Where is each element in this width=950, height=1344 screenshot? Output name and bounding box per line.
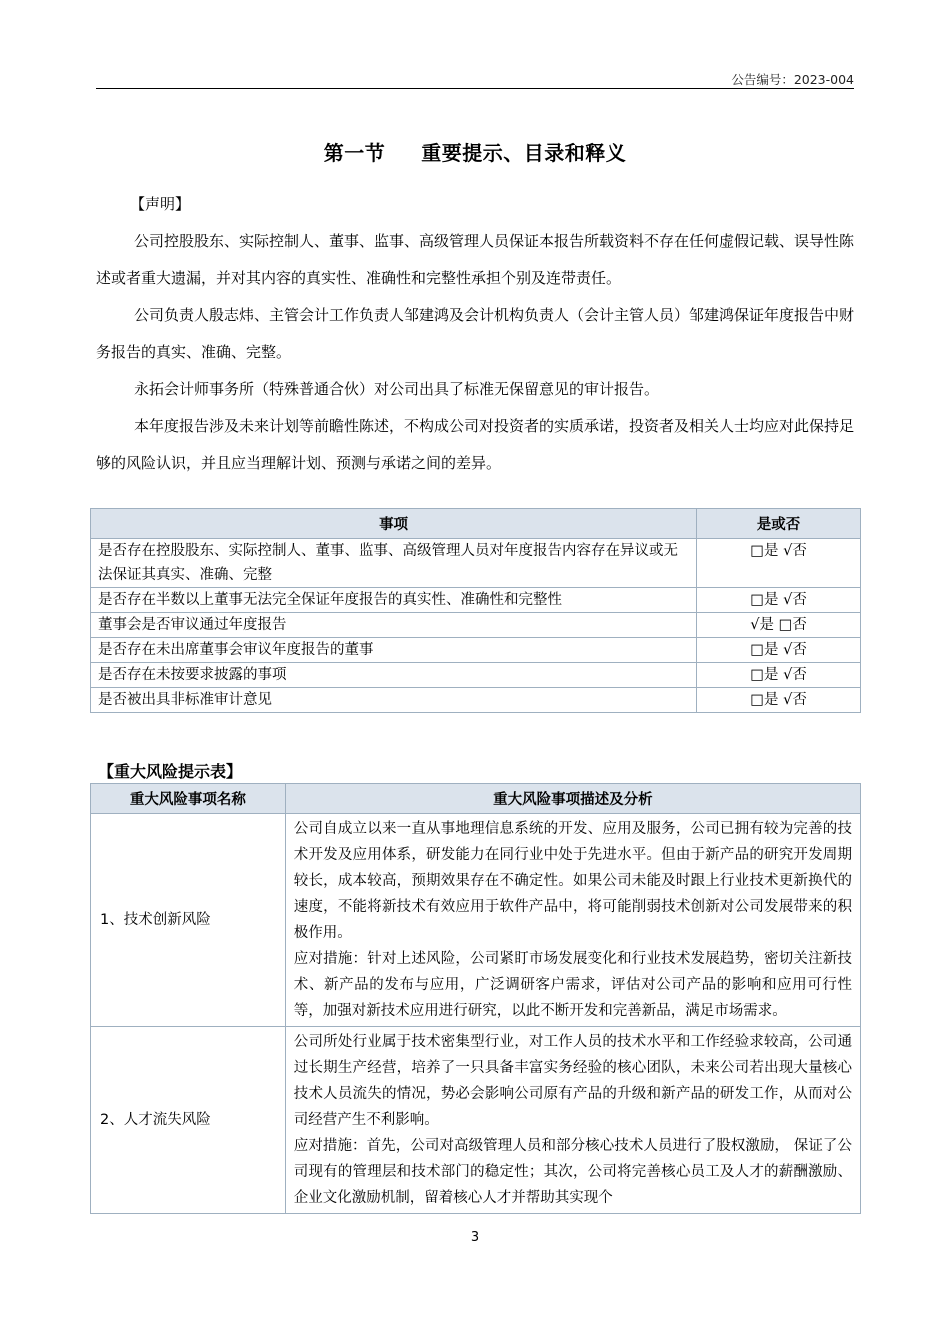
risk-table-heading: 【重大风险提示表】 <box>98 762 243 781</box>
section-heading: 重要提示、目录和释义 <box>421 141 627 165</box>
risk-description <box>285 814 860 1027</box>
statement-paragraph: 永拓会计师事务所（特殊普通合伙）对公司出具了标准无保留意见的审计报告。 <box>134 380 660 398</box>
column-header-answer: 是或否 <box>697 509 861 539</box>
statement-block <box>96 186 854 482</box>
row-answer: □是 √否 <box>697 638 861 663</box>
risk-analysis: 公司所处行业属于技术密集型行业，对工作人员的技术水平和工作经验求较高，公司通过长期生产经营，培养了一只具备丰富实务经验的核心团队，未来公司若出现大量核心技术人员流失的情况，势必会影响公司原有产品的升级和新产品的研发工作，从而对公司经营产生不利影响。 <box>293 1034 852 1128</box>
risk-countermeasure: 应对措施：首先，公司对高级管理人员和部分核心技术人员进行了股权激励， 保证了公司现有的管理层和技术部门的稳定性；其次，公司将完善核心员工及人才的薪酬激励、企业文化激励机制，留着核心人才并帮助其实现个 <box>293 1138 852 1206</box>
statement-tag: 【声明】 <box>130 195 191 213</box>
column-header-risk-desc: 重大风险事项描述及分析 <box>285 784 860 814</box>
header-divider <box>96 88 854 89</box>
row-item: 董事会是否审议通过年度报告 <box>91 613 697 638</box>
row-answer: □是 √否 <box>697 663 861 688</box>
column-header-item: 事项 <box>91 509 697 539</box>
table-row <box>91 1027 861 1214</box>
table-header-row <box>91 784 861 814</box>
risk-name: 2、人才流失风险 <box>91 1027 286 1214</box>
section-title <box>0 137 950 166</box>
statement-paragraph: 公司控股股东、实际控制人、董事、监事、高级管理人员保证本报告所载资料不存在任何虚假记载、误导性陈述或者重大遗漏，并对其内容的真实性、准确性和完整性承担个别及连带责任。 <box>96 232 855 287</box>
risk-name: 1、技术创新风险 <box>91 814 286 1027</box>
statement-paragraph: 公司负责人殷志炜、主管会计工作负责人邹建鸿及会计机构负责人（会计主管人员）邹建鸿保证年度报告中财务报告的真实、准确、完整。 <box>96 306 855 361</box>
row-answer: □是 √否 <box>697 588 861 613</box>
risk-analysis: 公司自成立以来一直从事地理信息系统的开发、应用及服务，公司已拥有较为完善的技术开发及应用体系，研发能力在同行业中处于先进水平。但由于新产品的研究开发周期较长，成本较高，预期效果存在不确定性。如果公司未能及时跟上行业技术更新换代的速度，不能将新技术有效应用于软件产品中，将可能削弱技术创新对公司发展带来的积极作用。 <box>293 821 852 941</box>
row-item: 是否存在未出席董事会审议年度报告的董事 <box>91 638 697 663</box>
risk-table <box>90 783 861 1214</box>
announcement-code: 公告编号：2023-004 <box>731 72 854 87</box>
page-number: 3 <box>470 1230 480 1245</box>
risk-countermeasure: 应对措施：针对上述风险，公司紧盯市场发展变化和行业技术发展趋势，密切关注新技术、新产品的发布与应用，广泛调研客户需求，评估对公司产品的影响和应用可行性等，加强对新技术应用进行研究，以此不断开发和完善新品，满足市场需求。 <box>293 951 852 1019</box>
table-row <box>91 588 861 613</box>
row-item: 是否被出具非标准审计意见 <box>91 688 697 713</box>
row-answer: □是 √否 <box>697 539 861 588</box>
row-item: 是否存在未按要求披露的事项 <box>91 663 697 688</box>
row-answer: □是 √否 <box>697 688 861 713</box>
column-header-risk-name: 重大风险事项名称 <box>91 784 286 814</box>
section-number: 第一节 <box>323 141 386 165</box>
confirmation-table <box>90 508 861 713</box>
table-row <box>91 539 861 588</box>
statement-paragraph: 本年度报告涉及未来计划等前瞻性陈述，不构成公司对投资者的实质承诺，投资者及相关人士均应对此保持足够的风险认识，并且应当理解计划、预测与承诺之间的差异。 <box>96 417 855 472</box>
table-row <box>91 814 861 1027</box>
row-item: 是否存在半数以上董事无法完全保证年度报告的真实性、准确性和完整性 <box>91 588 697 613</box>
table-row <box>91 613 861 638</box>
row-item: 是否存在控股股东、实际控制人、董事、监事、高级管理人员对年度报告内容存在异议或无法保证其真实、准确、完整 <box>91 539 697 588</box>
table-row <box>91 688 861 713</box>
table-row <box>91 638 861 663</box>
row-answer: √是 □否 <box>697 613 861 638</box>
table-row <box>91 663 861 688</box>
risk-description <box>285 1027 860 1214</box>
table-header-row <box>91 509 861 539</box>
